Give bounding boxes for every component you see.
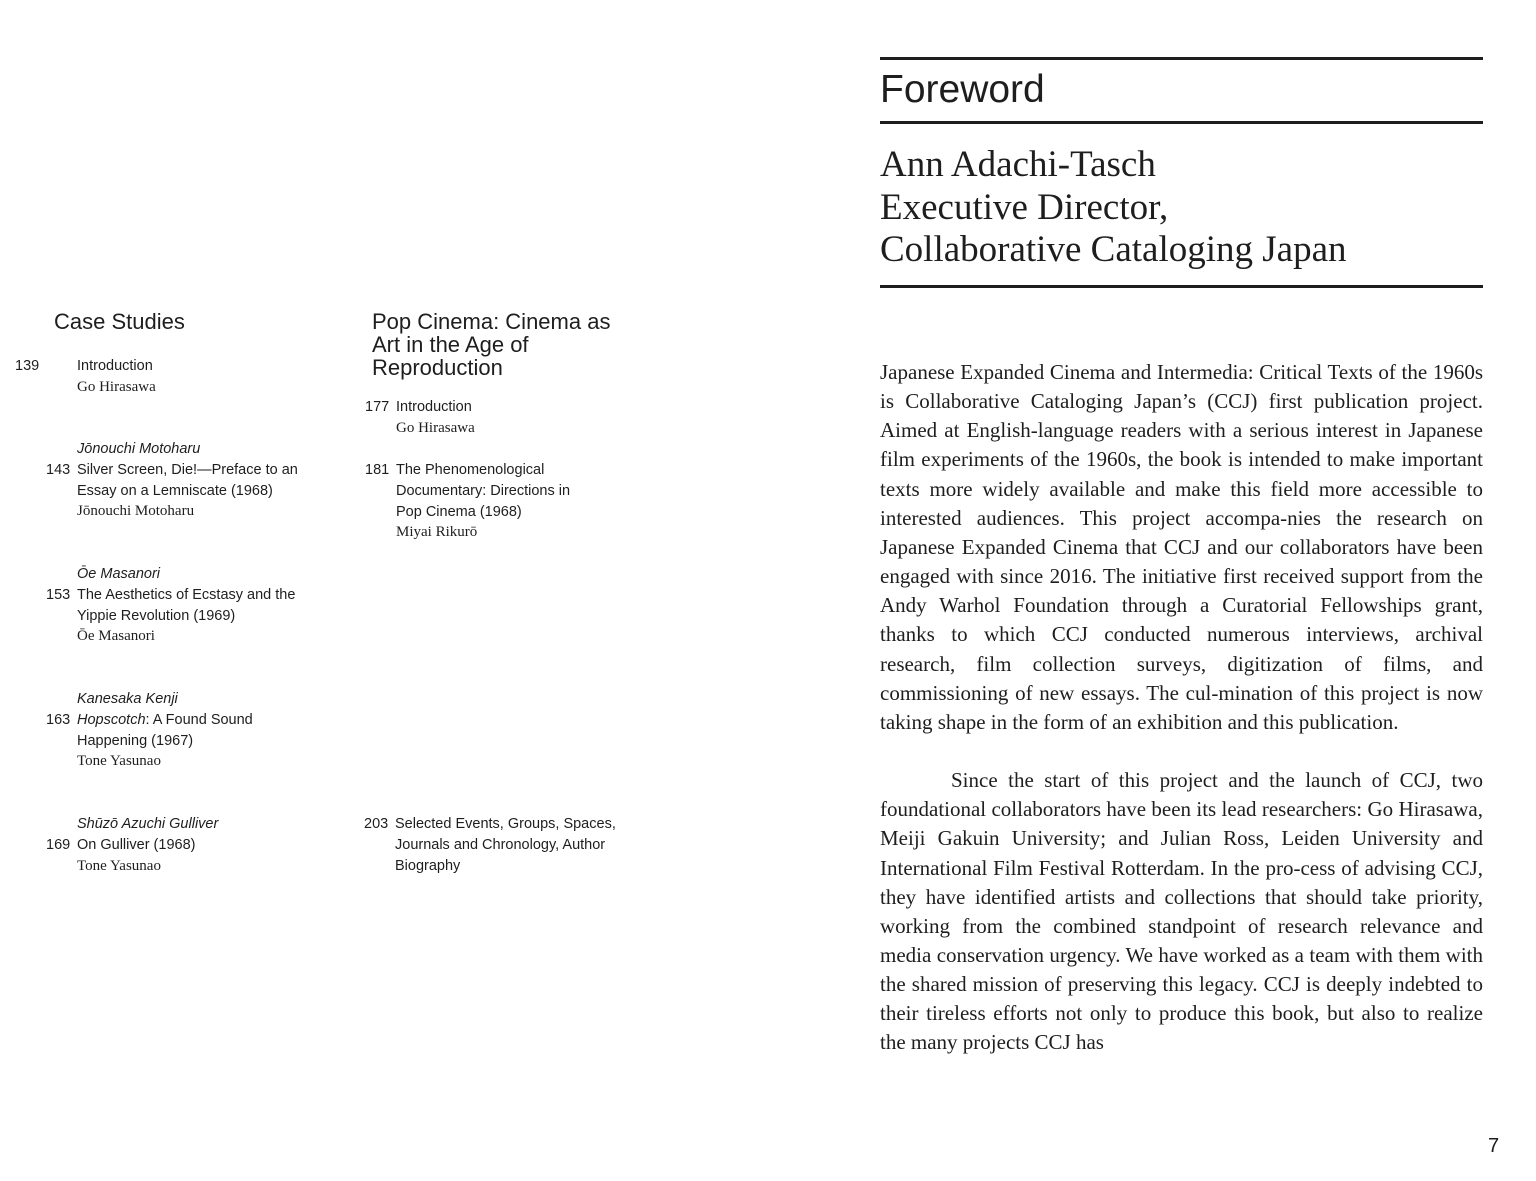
foreword-paragraph-2: Since the start of this project and the launch of CCJ, two foundational collaborators have been its lead researchers: Go Hirasawa, Meiji Gakuin University; and Julian Ross, Leiden University and International Film Festival Rotterdam. In the pro-cess of advising CCJ, they have identified artists and collections that should take priority, working from the combined standpoint of research relevance and media conservation urgency. We have worked as a team with them with the shared mission of preserving this legacy. CCJ is deeply indebted to their tireless efforts not only to produce this book, but also to realize the many projects CCJ has — [880, 768, 1483, 1055]
toc-entry-title: Silver Screen, Die!—Preface to an Essay on a Lemniscate (1968) — [77, 461, 298, 499]
toc-entry-title-italic: Hopscotch — [77, 711, 146, 728]
toc-entry-181[interactable] — [365, 460, 590, 543]
toc-entry-author: Go Hirasawa — [77, 378, 156, 395]
toc-entry-203[interactable] — [364, 814, 629, 876]
title-rule — [880, 121, 1483, 124]
toc-entry-author: Jōnouchi Motoharu — [77, 503, 195, 520]
toc-entry-title: Selected Events, Groups, Spaces, Journals and Chronology, Author Biography — [395, 816, 616, 874]
toc-entry-author: Tone Yasunao — [77, 753, 161, 770]
byline-organization: Collaborative Cataloging Japan — [880, 229, 1347, 270]
toc-section-author: Jōnouchi Motoharu — [77, 441, 201, 457]
toc-page-number: 153 — [46, 587, 71, 603]
byline-name: Ann Adachi-Tasch — [880, 144, 1156, 185]
toc-section-author: Shūzō Azuchi Gulliver — [77, 816, 219, 832]
page-number: 7 — [1488, 1135, 1500, 1157]
toc-entry-177[interactable] — [365, 397, 635, 439]
toc-entry-163[interactable] — [46, 689, 316, 772]
toc-entry-title: The Phenomenological Documentary: Directions in Pop Cinema (1968) — [396, 462, 571, 520]
toc-entry-title: Introduction — [77, 358, 153, 374]
toc-entry-153[interactable] — [46, 564, 316, 647]
toc-page-number: 181 — [365, 462, 390, 478]
toc-entry-title-rest: : A Found Sound Happening (1967) — [77, 711, 253, 749]
toc-entry-title: Introduction — [396, 399, 472, 415]
toc-section-author: Kanesaka Kenji — [77, 691, 178, 707]
toc-page-number: 143 — [46, 462, 71, 478]
toc-entry-title: The Aesthetics of Ecstasy and the Yippie Revolution (1969) — [77, 586, 296, 624]
case-studies-heading: Case Studies — [54, 309, 185, 334]
byline-role: Executive Director, — [880, 186, 1169, 228]
toc-page-number: 169 — [46, 837, 71, 853]
toc-entry-143[interactable] — [46, 439, 316, 522]
toc-entry-139[interactable] — [15, 356, 316, 398]
toc-section-author: Ōe Masanori — [77, 566, 161, 582]
top-rule — [880, 57, 1483, 60]
toc-entry-author: Go Hirasawa — [396, 419, 475, 436]
foreword-byline — [880, 144, 1347, 272]
toc-entry-author: Miyai Rikurō — [396, 524, 478, 541]
foreword-paragraph-1: Japanese Expanded Cinema and Intermedia: Critical Texts of the 1960s is Collaborative Cataloging Japan’s (CCJ) first publication project. Aimed at English-language readers with a serious interest in Japanese film experiments of the 1960s, the book is intended to make important texts more widely available and make this field more accessible to interested audiences. This project accompa-nies the research on Japanese Expanded Cinema that CCJ and our collaborators have been engaged with since 2016. The initiative first received support from the Andy Warhol Foundation through a Curatorial Fellowships grant, thanks to which CCJ conducted numerous interviews, archival research, film collection surveys, digitization of films, and commissioning of new essays. The cul-mination of this project is now taking shape in the form of an exhibition and this publication. — [880, 360, 1483, 734]
toc-entry-author: Ōe Masanori — [77, 628, 155, 645]
toc-page-number: 163 — [46, 712, 71, 728]
toc-page-number: 177 — [365, 399, 390, 415]
toc-entry-title — [77, 710, 316, 752]
toc-entry-169[interactable] — [46, 814, 316, 876]
toc-entry-title: On Gulliver (1968) — [77, 836, 196, 853]
foreword-title: Foreword — [880, 68, 1045, 111]
toc-page-number: 139 — [15, 358, 40, 374]
foreword-body — [880, 358, 1483, 1058]
toc-entry-author: Tone Yasunao — [77, 857, 161, 874]
byline-rule — [880, 285, 1483, 288]
pop-cinema-heading: Pop Cinema: Cinema as Art in the Age of Reproduction — [372, 309, 611, 380]
toc-page-number: 203 — [364, 816, 389, 832]
